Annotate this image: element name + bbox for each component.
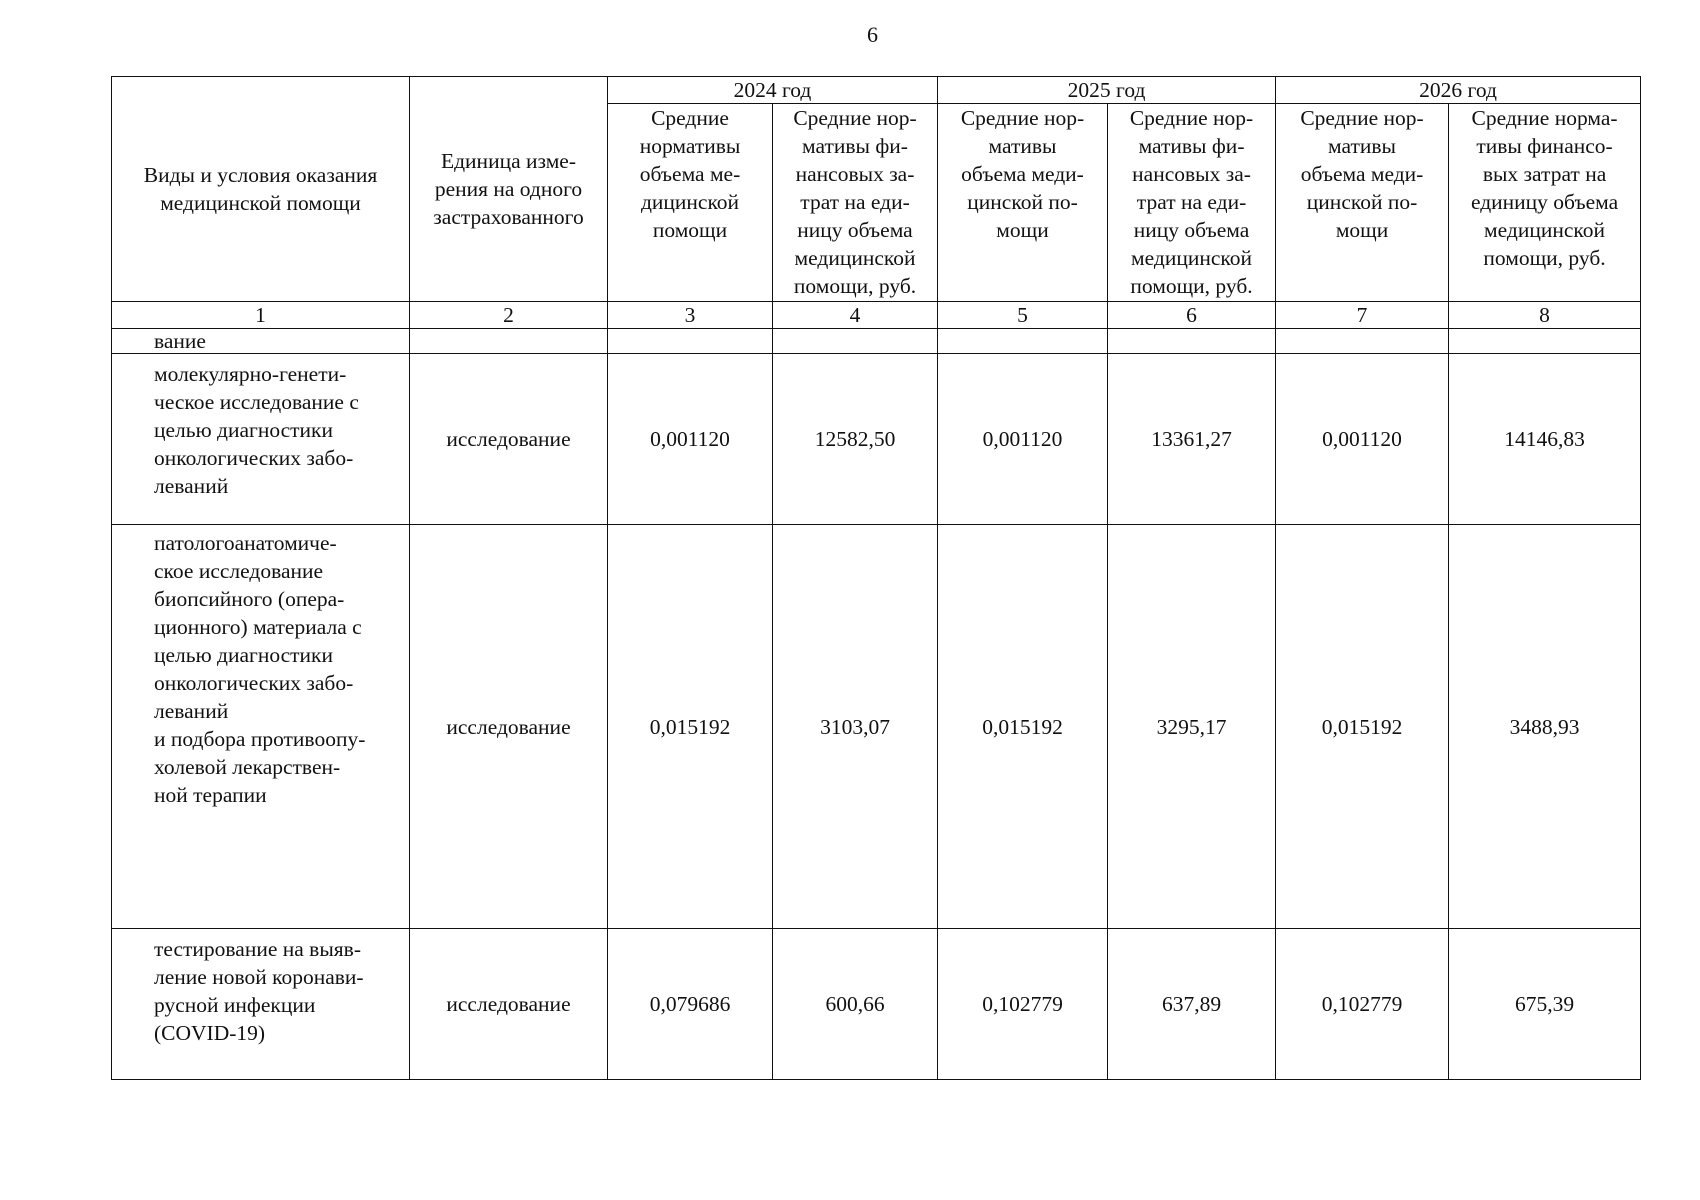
row-volume-2024: 0,001120: [608, 354, 773, 525]
header-year-2025: 2025 год: [938, 77, 1276, 104]
row-cost-2024: 600,66: [773, 929, 938, 1080]
header-2025-volume: Средние нор- мативы объема меди- цинской по- мощи: [938, 104, 1108, 302]
empty-cell: [1449, 329, 1641, 354]
column-number: 5: [938, 302, 1108, 329]
header-2025-cost: Средние нор- мативы фи- нансовых за- трат на еди- ницу объема медицинской помощи, руб.: [1108, 104, 1276, 302]
table-row: [112, 525, 1641, 929]
header-2026-volume: Средние нор- мативы объема меди- цинской по- мощи: [1276, 104, 1449, 302]
column-number-row: [112, 302, 1641, 329]
page-number: 6: [867, 22, 878, 47]
empty-cell: [1108, 329, 1276, 354]
row-type-name: молекулярно-генети- ческое исследование с целью диагностики онкологических забо- леваний: [112, 354, 410, 525]
column-number: 8: [1449, 302, 1641, 329]
empty-cell: [773, 329, 938, 354]
row-type-name: патологоанатомиче- ское исследование биопсийного (опера- ционного) материала с целью диагностики онкологических забо- леваний и подбора противоопу- холевой лекарствен- ной терапии: [112, 525, 410, 929]
header-2026-cost: Средние норма- тивы финансо- вых затрат на единицу объема медицинской помощи, руб.: [1449, 104, 1641, 302]
header-2024-cost: Средние нор- мативы фи- нансовых за- трат на еди- ницу объема медицинской помощи, руб.: [773, 104, 938, 302]
header-types-conditions: Виды и условия оказания медицинской помощи: [112, 77, 410, 302]
row-cost-2025: 3295,17: [1108, 525, 1276, 929]
row-cost-2025: 637,89: [1108, 929, 1276, 1080]
column-number: 1: [112, 302, 410, 329]
column-number: 2: [410, 302, 608, 329]
row-unit: исследование: [410, 525, 608, 929]
row-volume-2025: 0,015192: [938, 525, 1108, 929]
column-number: 3: [608, 302, 773, 329]
row-volume-2026: 0,001120: [1276, 354, 1449, 525]
row-cost-2026: 675,39: [1449, 929, 1641, 1080]
header-year-2024: 2024 год: [608, 77, 938, 104]
header-unit: Единица изме- рения на одного застрахованного: [410, 77, 608, 302]
row-volume-2026: 0,015192: [1276, 525, 1449, 929]
column-number: 7: [1276, 302, 1449, 329]
column-number: 6: [1108, 302, 1276, 329]
row-volume-2025: 0,102779: [938, 929, 1108, 1080]
row-unit: исследование: [410, 929, 608, 1080]
empty-cell: [1276, 329, 1449, 354]
row-cost-2025: 13361,27: [1108, 354, 1276, 525]
row-volume-2024: 0,015192: [608, 525, 773, 929]
row-volume-2026: 0,102779: [1276, 929, 1449, 1080]
row-volume-2024: 0,079686: [608, 929, 773, 1080]
header-year-2026: 2026 год: [1276, 77, 1641, 104]
row-cost-2024: 12582,50: [773, 354, 938, 525]
empty-cell: [608, 329, 773, 354]
table-row: [112, 354, 1641, 525]
row-cost-2026: 3488,93: [1449, 525, 1641, 929]
header-2024-volume: Средние нормативы объема ме- дицинской помощи: [608, 104, 773, 302]
empty-cell: [938, 329, 1108, 354]
row-cost-2026: 14146,83: [1449, 354, 1641, 525]
continuation-row: [112, 329, 1641, 354]
header-row-years: [112, 77, 1641, 104]
empty-cell: [410, 329, 608, 354]
normatives-table: [111, 76, 1641, 1080]
row-unit: исследование: [410, 354, 608, 525]
table-row: [112, 929, 1641, 1080]
row-type-name: тестирование на выяв- ление новой коронави- русной инфекции (COVID-19): [112, 929, 410, 1080]
continuation-text: вание: [112, 329, 410, 354]
row-cost-2024: 3103,07: [773, 525, 938, 929]
column-number: 4: [773, 302, 938, 329]
row-volume-2025: 0,001120: [938, 354, 1108, 525]
